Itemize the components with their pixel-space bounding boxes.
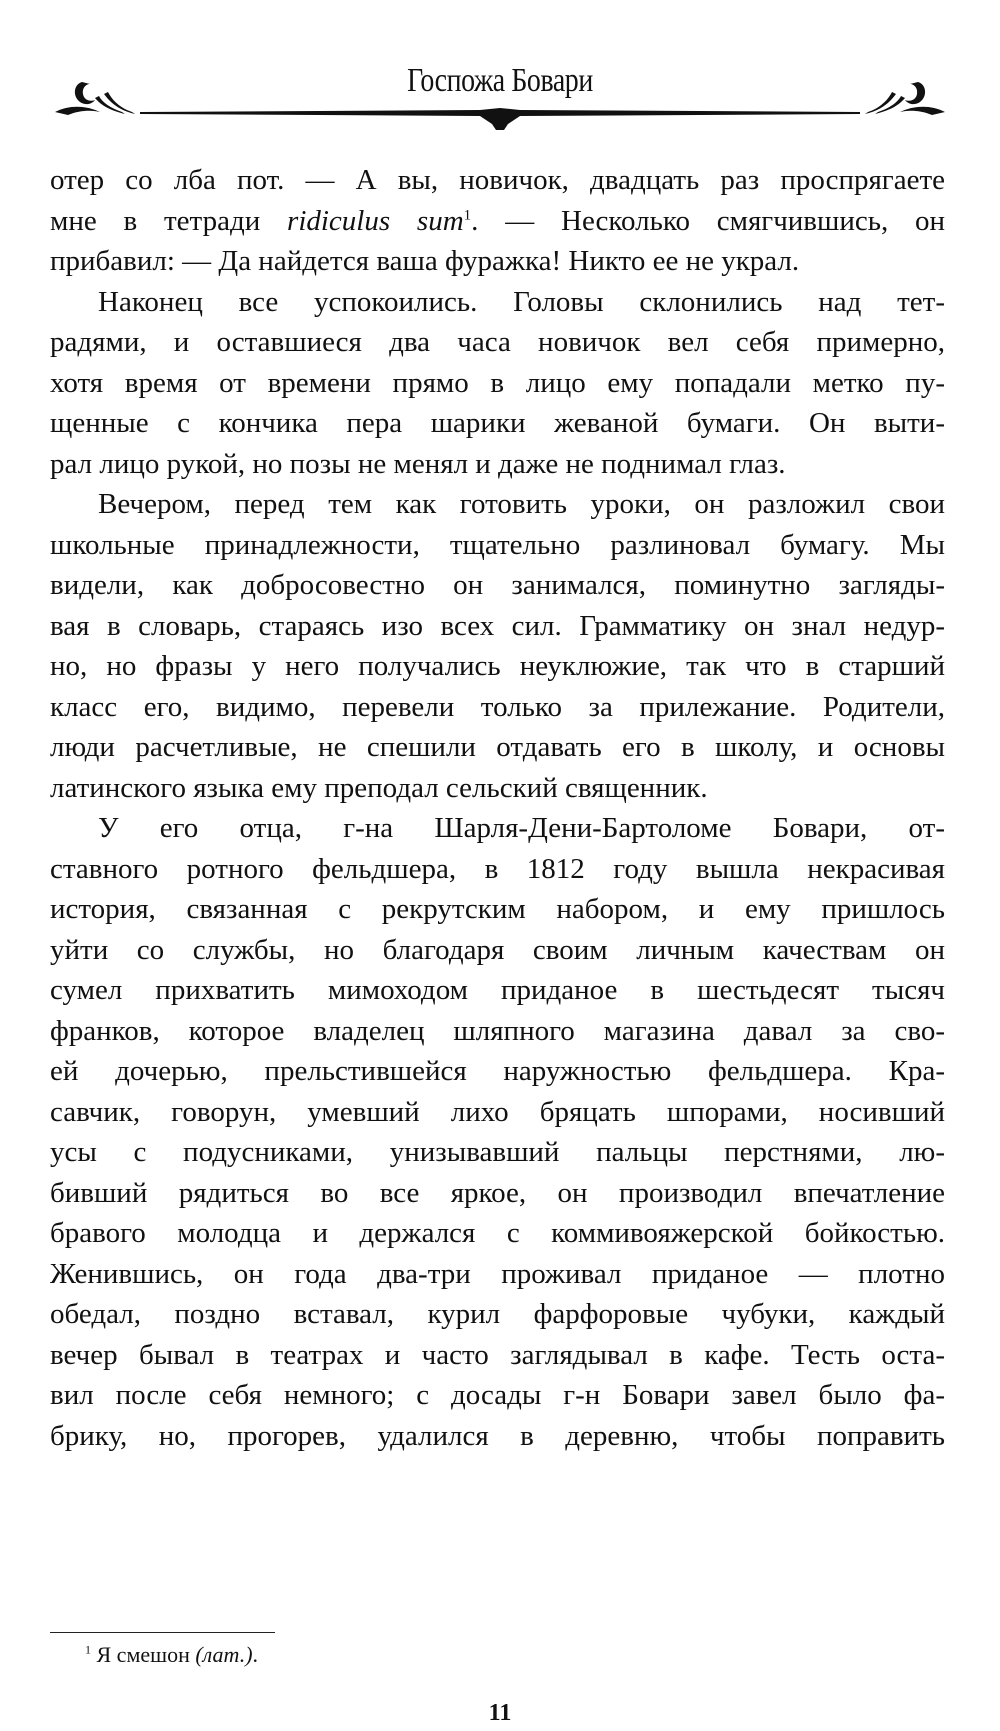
text-line: отер со лба пот. — А вы, новичок, двадцать раз проспрягаете (50, 164, 945, 196)
running-header (0, 40, 1000, 130)
text-line: обедал, поздно вставал, курил фарфоровые чубуки, каждый (50, 1298, 945, 1330)
text-line: школьные принадлежности, тщательно разлиновал бумагу. Мы (50, 528, 945, 561)
text-line: вил после себя немного; с досады г-н Бовари завел было фа- (50, 1379, 945, 1411)
text-line: класс его, видимо, перевели только за прилежание. Родители, (50, 690, 945, 723)
footnote-reference[interactable]: 1 (463, 206, 472, 223)
text-line: савчик, говорун, умевший лихо бряцать шпорами, носивший (50, 1095, 945, 1128)
body-text (50, 160, 945, 1456)
text-line: ей дочерью, прельстившейся наружностью фельдшера. Кра- (50, 1055, 945, 1087)
text-line: уйти со службы, но благодаря своим личным качествам он (50, 933, 945, 966)
text-line (50, 201, 945, 242)
text-line: У его отца, г-на Шарля-Дени-Бартоломе Бовари, от- (98, 812, 945, 844)
running-title: Госпожа Бовари (407, 62, 593, 99)
text-line: франков, которое владелец шляпного магазина давал за сво- (50, 1014, 945, 1047)
text-line: история, связанная с рекрутским набором, и ему пришлось (50, 893, 945, 925)
footnote-divider (50, 1632, 275, 1633)
latin-phrase: ridiculus sum (287, 204, 464, 237)
footnote-text: Я смешон (91, 1642, 196, 1667)
text-line: бивший рядиться во все яркое, он производил впечатление (50, 1176, 945, 1209)
text-line: сумел прихватить мимоходом приданое в шестьдесят тысяч (50, 974, 945, 1006)
text-line: брику, но, прогорев, удалился в деревню, чтобы поправить (50, 1419, 945, 1452)
footnote-italic: (лат.) (195, 1642, 253, 1667)
text-line: ставного ротного фельдшера, в 1812 году вышла некрасивая (50, 852, 945, 885)
text-line: Наконец все успокоились. Головы склонились над тет- (98, 285, 945, 318)
text-line: люди расчетливые, не спешили отдавать его в школу, и основы (50, 731, 945, 763)
text-line: усы с подусниками, унизывавший пальцы перстнями, лю- (50, 1136, 945, 1168)
text-line: но, но фразы у него получались неуклюжие, так что в старший (50, 650, 945, 682)
text-line: Вечером, перед тем как готовить уроки, он разложил свои (98, 488, 945, 520)
text-line: радями, и оставшиеся два часа новичок вел себя примерно, (50, 326, 945, 358)
text-segment: . — Несколько смягчившись, он (471, 204, 946, 237)
text-line: латинского языка ему преподал сельский священник. (50, 771, 708, 804)
page-number: 11 (488, 1700, 512, 1726)
text-line: прибавил: — Да найдется ваша фуражка! Никто ее не украл. (50, 245, 800, 277)
text-line: видели, как добросовестно он занимался, поминутно загляды- (50, 569, 945, 601)
text-line: хотя время от времени прямо в лицо ему попадали метко пу- (50, 366, 945, 399)
footnote-marker: 1 (85, 1642, 91, 1657)
text-line: вечер бывал в театрах и часто заглядывал в кафе. Тесть оста- (50, 1338, 945, 1371)
text-line: рал лицо рукой, но позы не менял и даже не поднимал глаз. (50, 447, 786, 480)
text-line: бравого молодца и держался с коммивояжерской бойкостью. (50, 1217, 945, 1249)
text-line: Женившись, он года два-три проживал приданое — плотно (50, 1257, 945, 1290)
text-line: щенные с кончика пера шарики жеваной бумаги. Он выти- (50, 407, 945, 439)
text-line: вая в словарь, стараясь изо всех сил. Грамматику он знал недур- (50, 609, 945, 642)
footnote (85, 1642, 258, 1668)
text-segment: мне в тетради (50, 204, 288, 237)
footnote-end: . (252, 1642, 259, 1667)
